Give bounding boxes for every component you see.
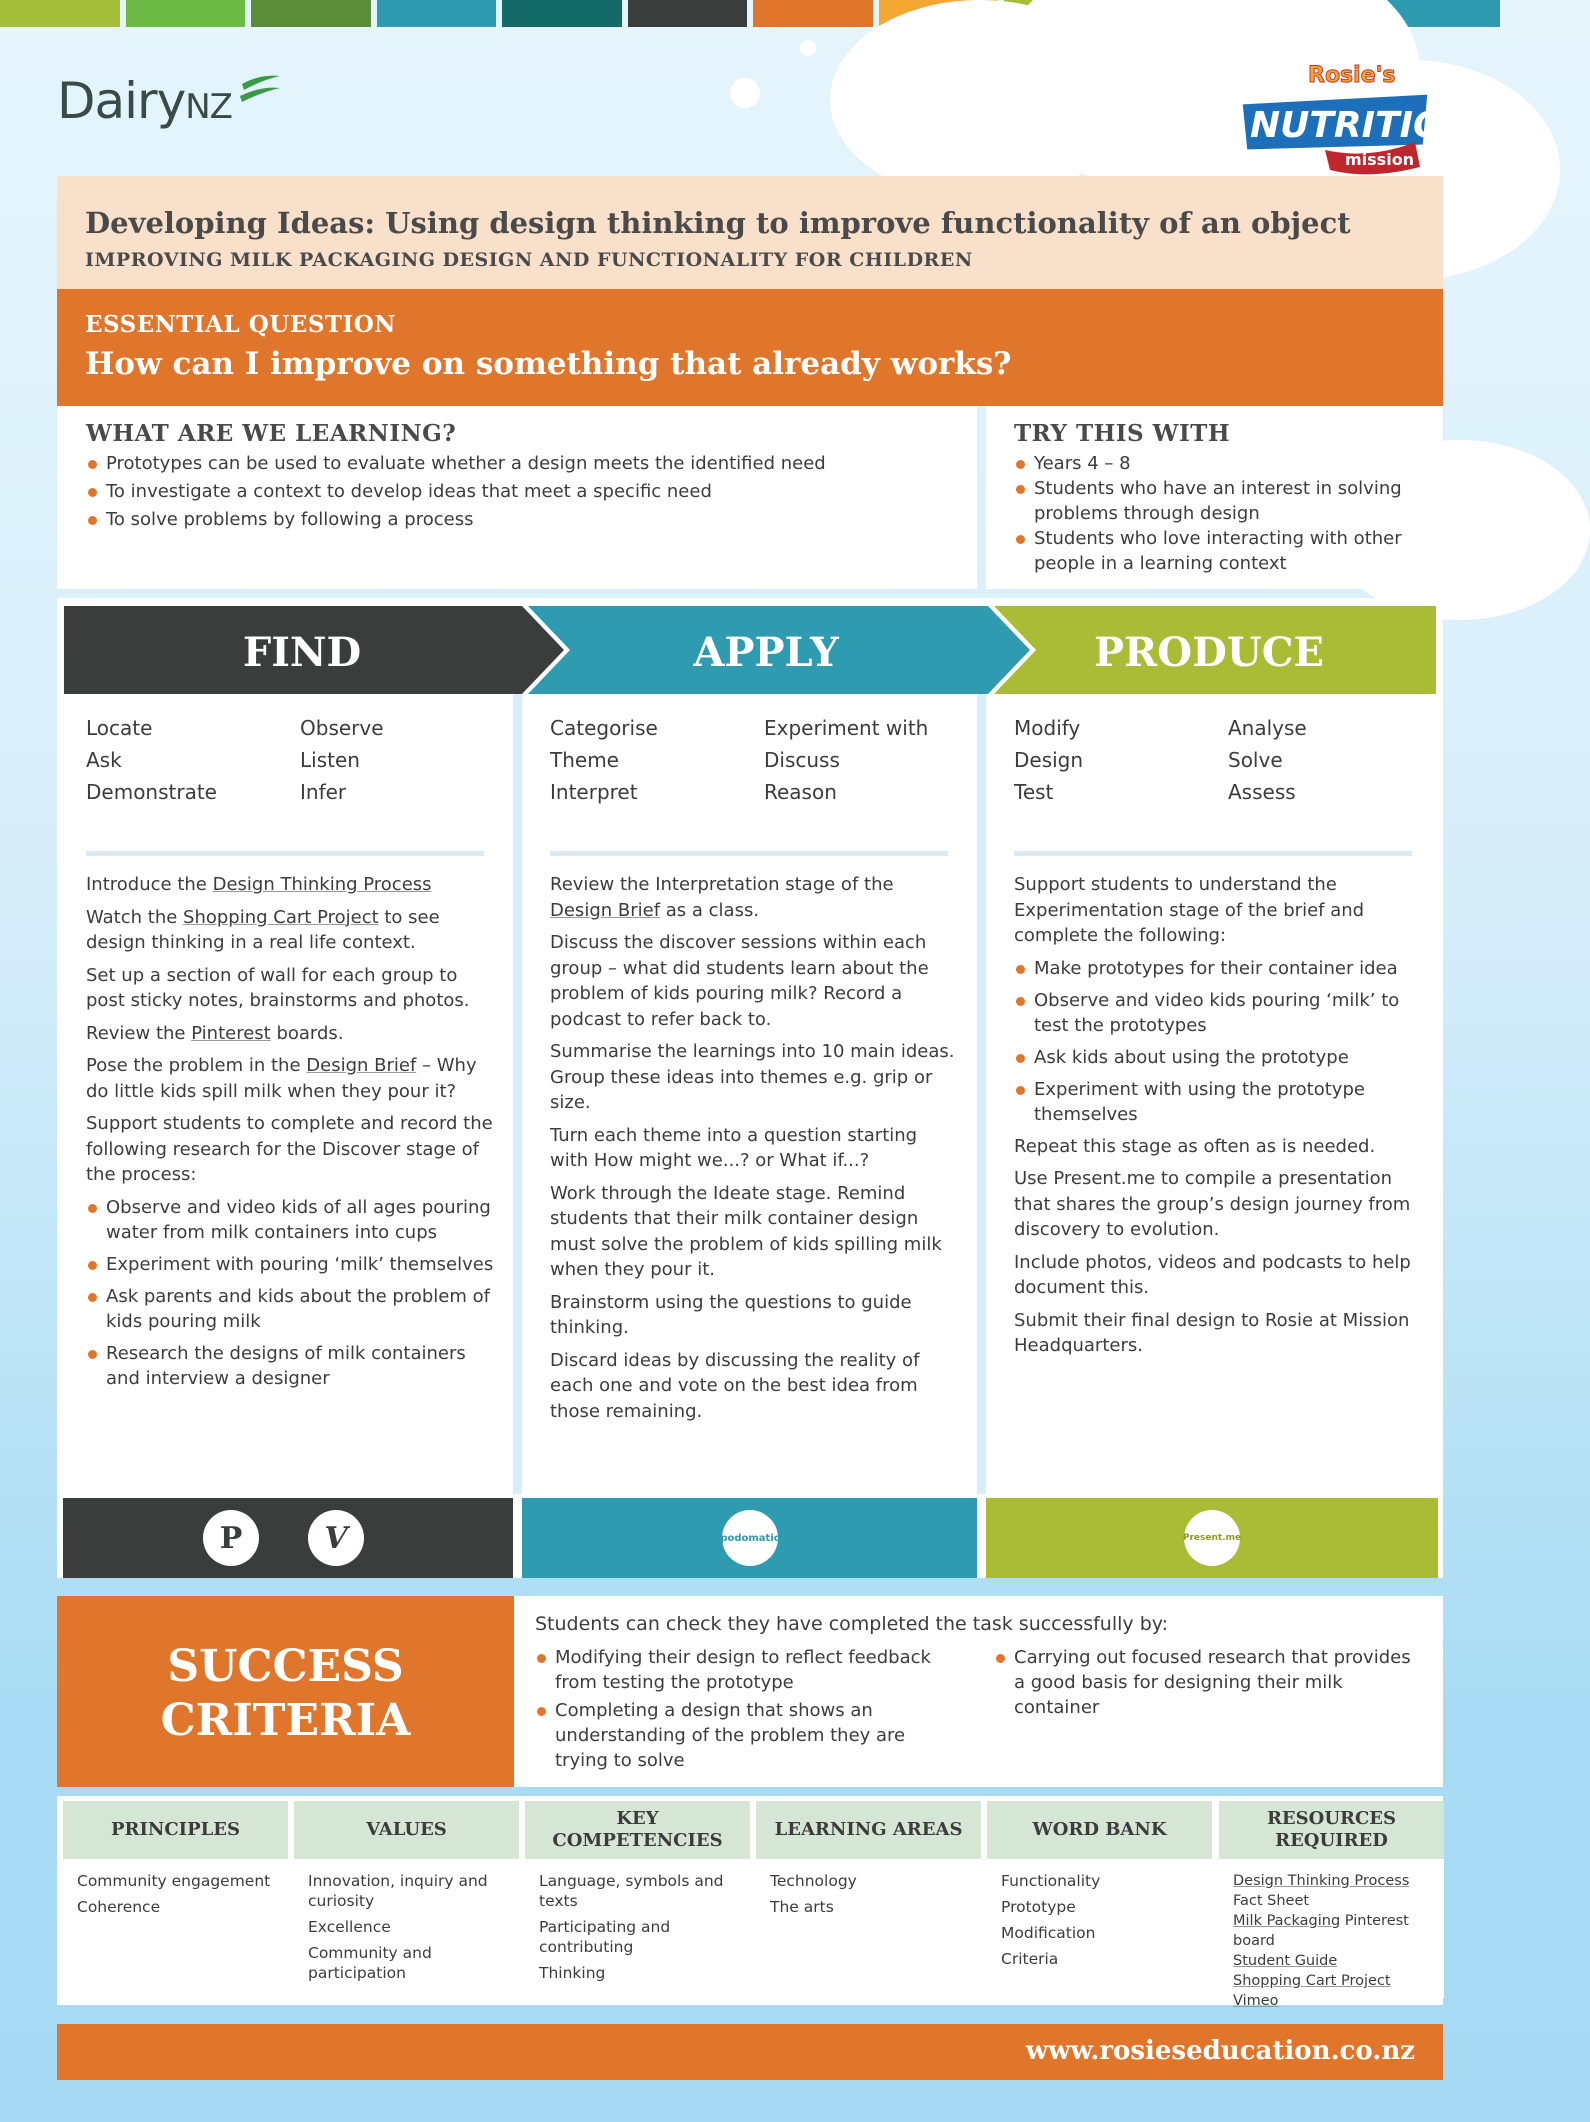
leaf-icon (238, 70, 282, 110)
table-item: Participating and contributing (539, 1918, 671, 1956)
website-link[interactable]: www.rosieseducation.co.nz (1025, 2036, 1415, 2066)
verb: Listen (300, 748, 360, 772)
title-band (57, 176, 1443, 289)
verb: Demonstrate (86, 780, 217, 804)
divider (86, 851, 484, 856)
info-table-column (525, 1801, 750, 1998)
table-cell (294, 1859, 519, 1998)
column-separator (977, 694, 986, 1494)
divider (1014, 851, 1412, 856)
paragraph: Include photos, videos and podcasts to help document this. (1014, 1251, 1411, 1298)
list-item: Completing a design that shows an understanding of the problem they are trying to solve (535, 1698, 955, 1773)
success-intro: Students can check they have completed the task successfully by: (535, 1613, 1169, 1635)
podomatic-icon[interactable]: podomatic (722, 1510, 778, 1566)
table-item: Excellence (308, 1918, 391, 1936)
verb: Analyse (1228, 716, 1307, 740)
produce-icons-bar (986, 1498, 1438, 1578)
find-title: FIND (242, 629, 362, 676)
rosies-nutrition-mission-logo (1230, 52, 1474, 182)
paragraph: Discuss the discover sessions within each group – what did students learn about the problem of kids pouring milk? Record a podcast to refer back to. (550, 932, 929, 1030)
paragraph (550, 872, 960, 923)
resource-item (1233, 1871, 1432, 1911)
success-list-2 (994, 1645, 1424, 1720)
text: to see design thinking in a real life context. (86, 906, 440, 953)
color-segment (0, 0, 120, 27)
produce-title: PRODUCE (1093, 629, 1325, 676)
verb: Ask (86, 748, 122, 772)
cloud-decoration (800, 40, 816, 56)
table-item: Modification (1001, 1924, 1096, 1942)
paragraph (86, 1053, 496, 1104)
verb: Discuss (764, 748, 840, 772)
text: Review the Interpretation stage of the (550, 874, 894, 895)
table-item: Community and participation (308, 1944, 432, 1982)
list-item: Prototypes can be used to evaluate whether a design meets the identified need (86, 451, 956, 476)
info-table-column (756, 1801, 981, 1998)
resource-link[interactable]: Milk Packaging (1233, 1913, 1341, 1929)
table-cell (63, 1859, 288, 1998)
list-item: Observe and video kids pouring ‘milk’ to test the prototypes (1014, 988, 1414, 1038)
paragraph: Submit their final design to Rosie at Mission Headquarters. (1014, 1309, 1410, 1356)
resource-link[interactable]: Shopping Cart Project Vimeo (1233, 1973, 1391, 2009)
rosie-mid-text: NUTRITION (1250, 105, 1474, 146)
success-label-line1: SUCCESS (167, 1641, 404, 1692)
info-table-column (987, 1801, 1212, 1998)
paragraph (86, 872, 496, 898)
table-header: KEY COMPETENCIES (525, 1801, 750, 1859)
text: – Why do little kids spill milk when they pour it? (86, 1055, 477, 1102)
design-brief-link[interactable]: Design Brief (306, 1055, 417, 1076)
paragraph: Brainstorm using the questions to guide thinking. (550, 1291, 912, 1338)
list-item: Experiment with pouring ‘milk’ themselves (86, 1252, 496, 1277)
vimeo-icon[interactable]: V (308, 1510, 364, 1566)
table-cell (987, 1859, 1212, 1998)
paragraph: Work through the Ideate stage. Remind students that their milk container design must solve the problem of kids spilling milk when they pour it. (550, 1182, 942, 1280)
table-header: PRINCIPLES (63, 1801, 288, 1859)
logo-text-nz: NZ (185, 87, 232, 127)
resource-item (1233, 1971, 1432, 2011)
verb: Categorise (550, 716, 658, 740)
find-icons-bar (63, 1498, 513, 1578)
list-item: Make prototypes for their container idea (1014, 956, 1414, 981)
table-item: The arts (770, 1898, 834, 1916)
table-item: Coherence (77, 1898, 161, 1916)
verb: Reason (764, 780, 837, 804)
resource-link[interactable]: Design Thinking Process (1233, 1873, 1410, 1889)
table-item: Functionality (1001, 1872, 1101, 1890)
verb: Assess (1228, 780, 1296, 804)
paragraph: Set up a section of wall for each group to post sticky notes, brainstorms and photos. (86, 964, 470, 1011)
produce-content (1014, 872, 1414, 1366)
success-criteria-label (57, 1596, 514, 1787)
list-item: Observe and video kids of all ages pouring water from milk containers into cups (86, 1195, 496, 1245)
paragraph: Support students to complete and record the following research for the Discover stage of the process: (86, 1113, 493, 1185)
verb: Theme (550, 748, 619, 772)
learning-card (57, 406, 977, 589)
text: Watch the (86, 906, 184, 928)
resource-item (1233, 1951, 1432, 1971)
info-table-column (1219, 1801, 1444, 2009)
find-verbs (86, 716, 500, 804)
color-segment (251, 0, 371, 27)
paragraph: Summarise the learnings into 10 main ideas. Group these ideas into themes e.g. grip or size. (550, 1041, 955, 1113)
color-segment (126, 0, 246, 27)
table-item: Technology (770, 1872, 857, 1890)
column-separator (513, 694, 522, 1494)
verb: Interpret (550, 780, 638, 804)
list-item: To investigate a context to develop ideas that meet a specific need (86, 479, 956, 504)
verb: Locate (86, 716, 153, 740)
text: boards. (270, 1022, 344, 1044)
color-segment (628, 0, 748, 27)
resource-link[interactable]: Student Guide (1233, 1953, 1338, 1969)
apply-verbs (550, 716, 964, 804)
list-item: Research the designs of milk containers and interview a designer (86, 1341, 496, 1391)
try-this-list (1014, 451, 1414, 576)
apply-title: APPLY (693, 629, 839, 676)
success-list-1 (535, 1645, 955, 1773)
rosie-top-text: Rosie's (1308, 63, 1396, 88)
info-table-column (294, 1801, 519, 1998)
table-item: Thinking (539, 1964, 606, 1982)
logo-text: Dairy (57, 72, 186, 130)
table-cell (756, 1859, 981, 1998)
table-header: RESOURCES REQUIRED (1219, 1801, 1444, 1859)
try-this-heading: TRY THIS WITH (1014, 420, 1231, 447)
table-header: LEARNING AREAS (756, 1801, 981, 1859)
list-item: Modifying their design to reflect feedback from testing the prototype (535, 1645, 955, 1695)
info-table-column (63, 1801, 288, 1998)
find-bullets (86, 1195, 496, 1391)
list-item: Experiment with using the prototype themselves (1014, 1077, 1414, 1127)
paragraph (86, 1021, 496, 1047)
table-cell (525, 1859, 750, 1998)
text: Review the (86, 1022, 192, 1044)
page-title: Developing Ideas: Using design thinking to improve functionality of an object (85, 206, 1351, 240)
stage-arrows (64, 606, 1436, 694)
list-item: Students who love interacting with other people in a learning context (1014, 526, 1414, 576)
url-band (57, 2024, 1443, 2080)
table-item: Criteria (1001, 1950, 1059, 1968)
resource-text: Pinterest board (1233, 1913, 1409, 1949)
essential-question-band (57, 289, 1443, 406)
produce-bullets (1014, 956, 1414, 1127)
table-cell (1219, 1859, 1444, 2009)
dairynz-logo (57, 72, 232, 130)
list-item: Ask parents and kids about the problem of kids pouring milk (86, 1284, 496, 1334)
table-item: Community engagement (77, 1872, 271, 1890)
list-item: Students who have an interest in solving problems through design (1014, 476, 1414, 526)
verb: Modify (1014, 716, 1081, 740)
success-label-line2: CRITERIA (160, 1695, 411, 1746)
verb: Infer (300, 780, 347, 804)
color-segment (502, 0, 622, 27)
paragraph (86, 905, 496, 956)
verb: Test (1014, 780, 1054, 804)
table-item: Language, symbols and texts (539, 1872, 724, 1910)
paragraph: Support students to understand the Experimentation stage of the brief and complete the following: (1014, 874, 1365, 946)
verb: Solve (1228, 748, 1283, 772)
try-this-card (986, 406, 1443, 589)
learning-heading: WHAT ARE WE LEARNING? (86, 420, 457, 447)
color-segment (753, 0, 873, 27)
design-thinking-link[interactable]: Design Thinking Process (212, 874, 432, 895)
text: as a class. (660, 899, 760, 921)
shopping-cart-link[interactable]: Shopping Cart Project (183, 906, 379, 928)
table-header: WORD BANK (987, 1801, 1212, 1859)
pinterest-link[interactable]: Pinterest (191, 1022, 271, 1044)
apply-content (550, 872, 960, 1431)
page-subtitle: IMPROVING MILK PACKAGING DESIGN AND FUNCTIONALITY FOR CHILDREN (85, 249, 973, 271)
find-content (86, 872, 496, 1398)
paragraph: Discard ideas by discussing the reality of each one and vote on the best idea from those remaining. (550, 1349, 920, 1422)
table-item: Innovation, inquiry and curiosity (308, 1872, 488, 1910)
divider (550, 851, 948, 856)
presentme-icon[interactable]: Present.me (1184, 1510, 1240, 1566)
table-item: Prototype (1001, 1898, 1076, 1916)
paragraph: Use Present.me to compile a presentation that shares the group’s design journey from discovery to evolution. (1014, 1168, 1411, 1240)
list-item: To solve problems by following a process (86, 507, 956, 532)
learning-list (86, 451, 956, 532)
design-brief-link[interactable]: Design Brief (550, 899, 661, 921)
cloud-decoration (730, 78, 760, 108)
text: Pose the problem in the (86, 1055, 307, 1076)
color-segment (377, 0, 497, 27)
resource-text: Fact Sheet (1233, 1893, 1310, 1909)
essential-question-label: ESSENTIAL QUESTION (85, 311, 396, 338)
essential-question: How can I improve on something that already works? (85, 346, 1012, 382)
rosie-bottom-text: mission (1345, 150, 1415, 169)
paragraph: Repeat this stage as often as is needed. (1014, 1135, 1376, 1157)
verb: Experiment with (764, 716, 929, 740)
text: Introduce the (86, 874, 213, 895)
verb: Observe (300, 716, 384, 740)
list-item: Carrying out focused research that provides a good basis for designing their milk container (994, 1645, 1424, 1720)
verb: Design (1014, 748, 1084, 772)
produce-verbs (1014, 716, 1428, 804)
paragraph: Turn each theme into a question starting with How might we...? or What if...? (550, 1124, 918, 1171)
table-header: VALUES (294, 1801, 519, 1859)
pinterest-icon[interactable]: P (203, 1510, 259, 1566)
resource-item (1233, 1911, 1432, 1951)
apply-icons-bar (522, 1498, 977, 1578)
list-item: Ask kids about using the prototype (1014, 1045, 1414, 1070)
list-item: Years 4 – 8 (1014, 451, 1414, 476)
